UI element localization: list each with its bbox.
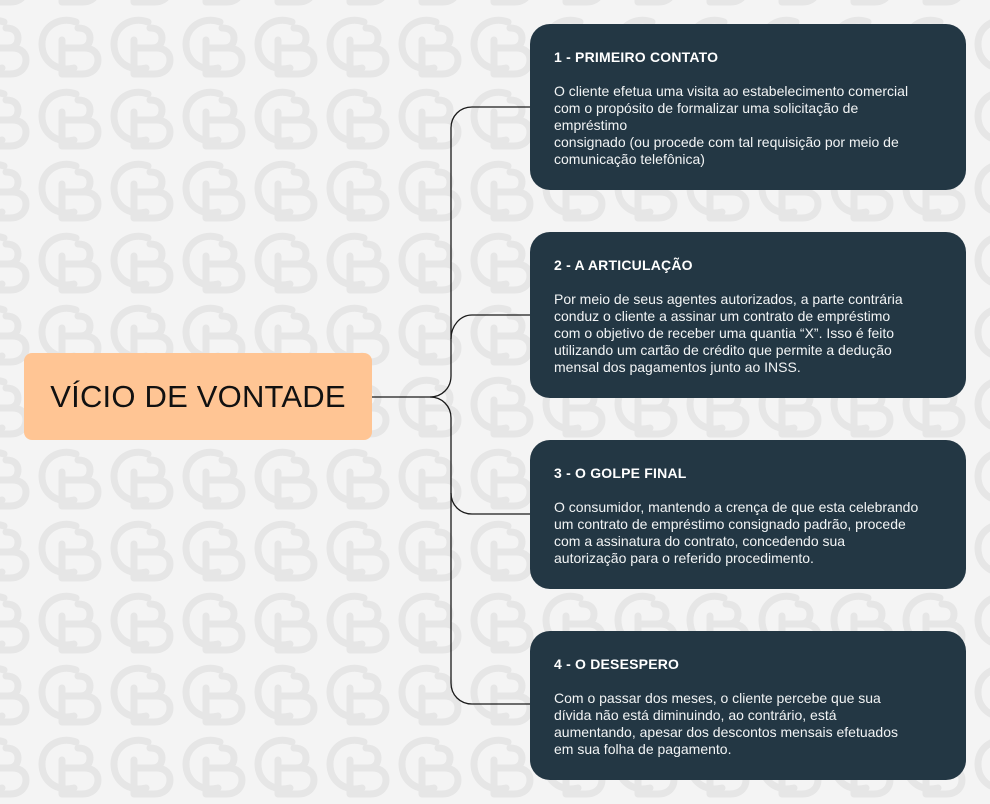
card-a-articulacao — [530, 232, 966, 398]
central-title: VÍCIO DE VONTADE — [50, 378, 346, 414]
connector-trunk — [372, 107, 531, 397]
card-title: 2 - A ARTICULAÇÃO — [554, 257, 693, 273]
card-title: 3 - O GOLPE FINAL — [554, 465, 687, 481]
card-text: O consumidor, mantendo a crença de que esta celebrando um contrato de empréstimo consignado padrão, procede com a assinatura do contrato, concedendo sua autorização para o referido procedimento. — [554, 499, 919, 566]
card-title: 4 - O DESESPERO — [554, 656, 680, 672]
card-primeiro-contato — [530, 24, 966, 190]
connector-card-3 — [430, 397, 531, 514]
card-title: 1 - PRIMEIRO CONTATO — [554, 49, 719, 65]
card-o-desespero — [530, 631, 966, 780]
card-o-golpe-final — [530, 440, 966, 589]
connector-card-4 — [451, 493, 531, 704]
card-text: Por meio de seus agentes autorizados, a parte contrária conduz o cliente a assinar um contrato de empréstimo com o objetivo de receber uma quantia “X”. Isso é feito utilizando um cartão de crédito que permite a dedução mensal dos pagamentos junto ao INSS. — [554, 291, 903, 375]
card-text: Com o passar dos meses, o cliente percebe que sua dívida não está diminuindo, ao contrário, está aumentando, apesar dos descontos mensais efetuados em sua folha de pagamento. — [554, 690, 899, 757]
central-node — [24, 353, 372, 440]
connector-card-2 — [451, 315, 531, 339]
card-text: O cliente efetua uma visita ao estabelecimento comercial com o propósito de formalizar uma solicitação de empréstimo consignado (ou procede com tal requisição por meio de comunicação telefônica) — [554, 83, 909, 167]
